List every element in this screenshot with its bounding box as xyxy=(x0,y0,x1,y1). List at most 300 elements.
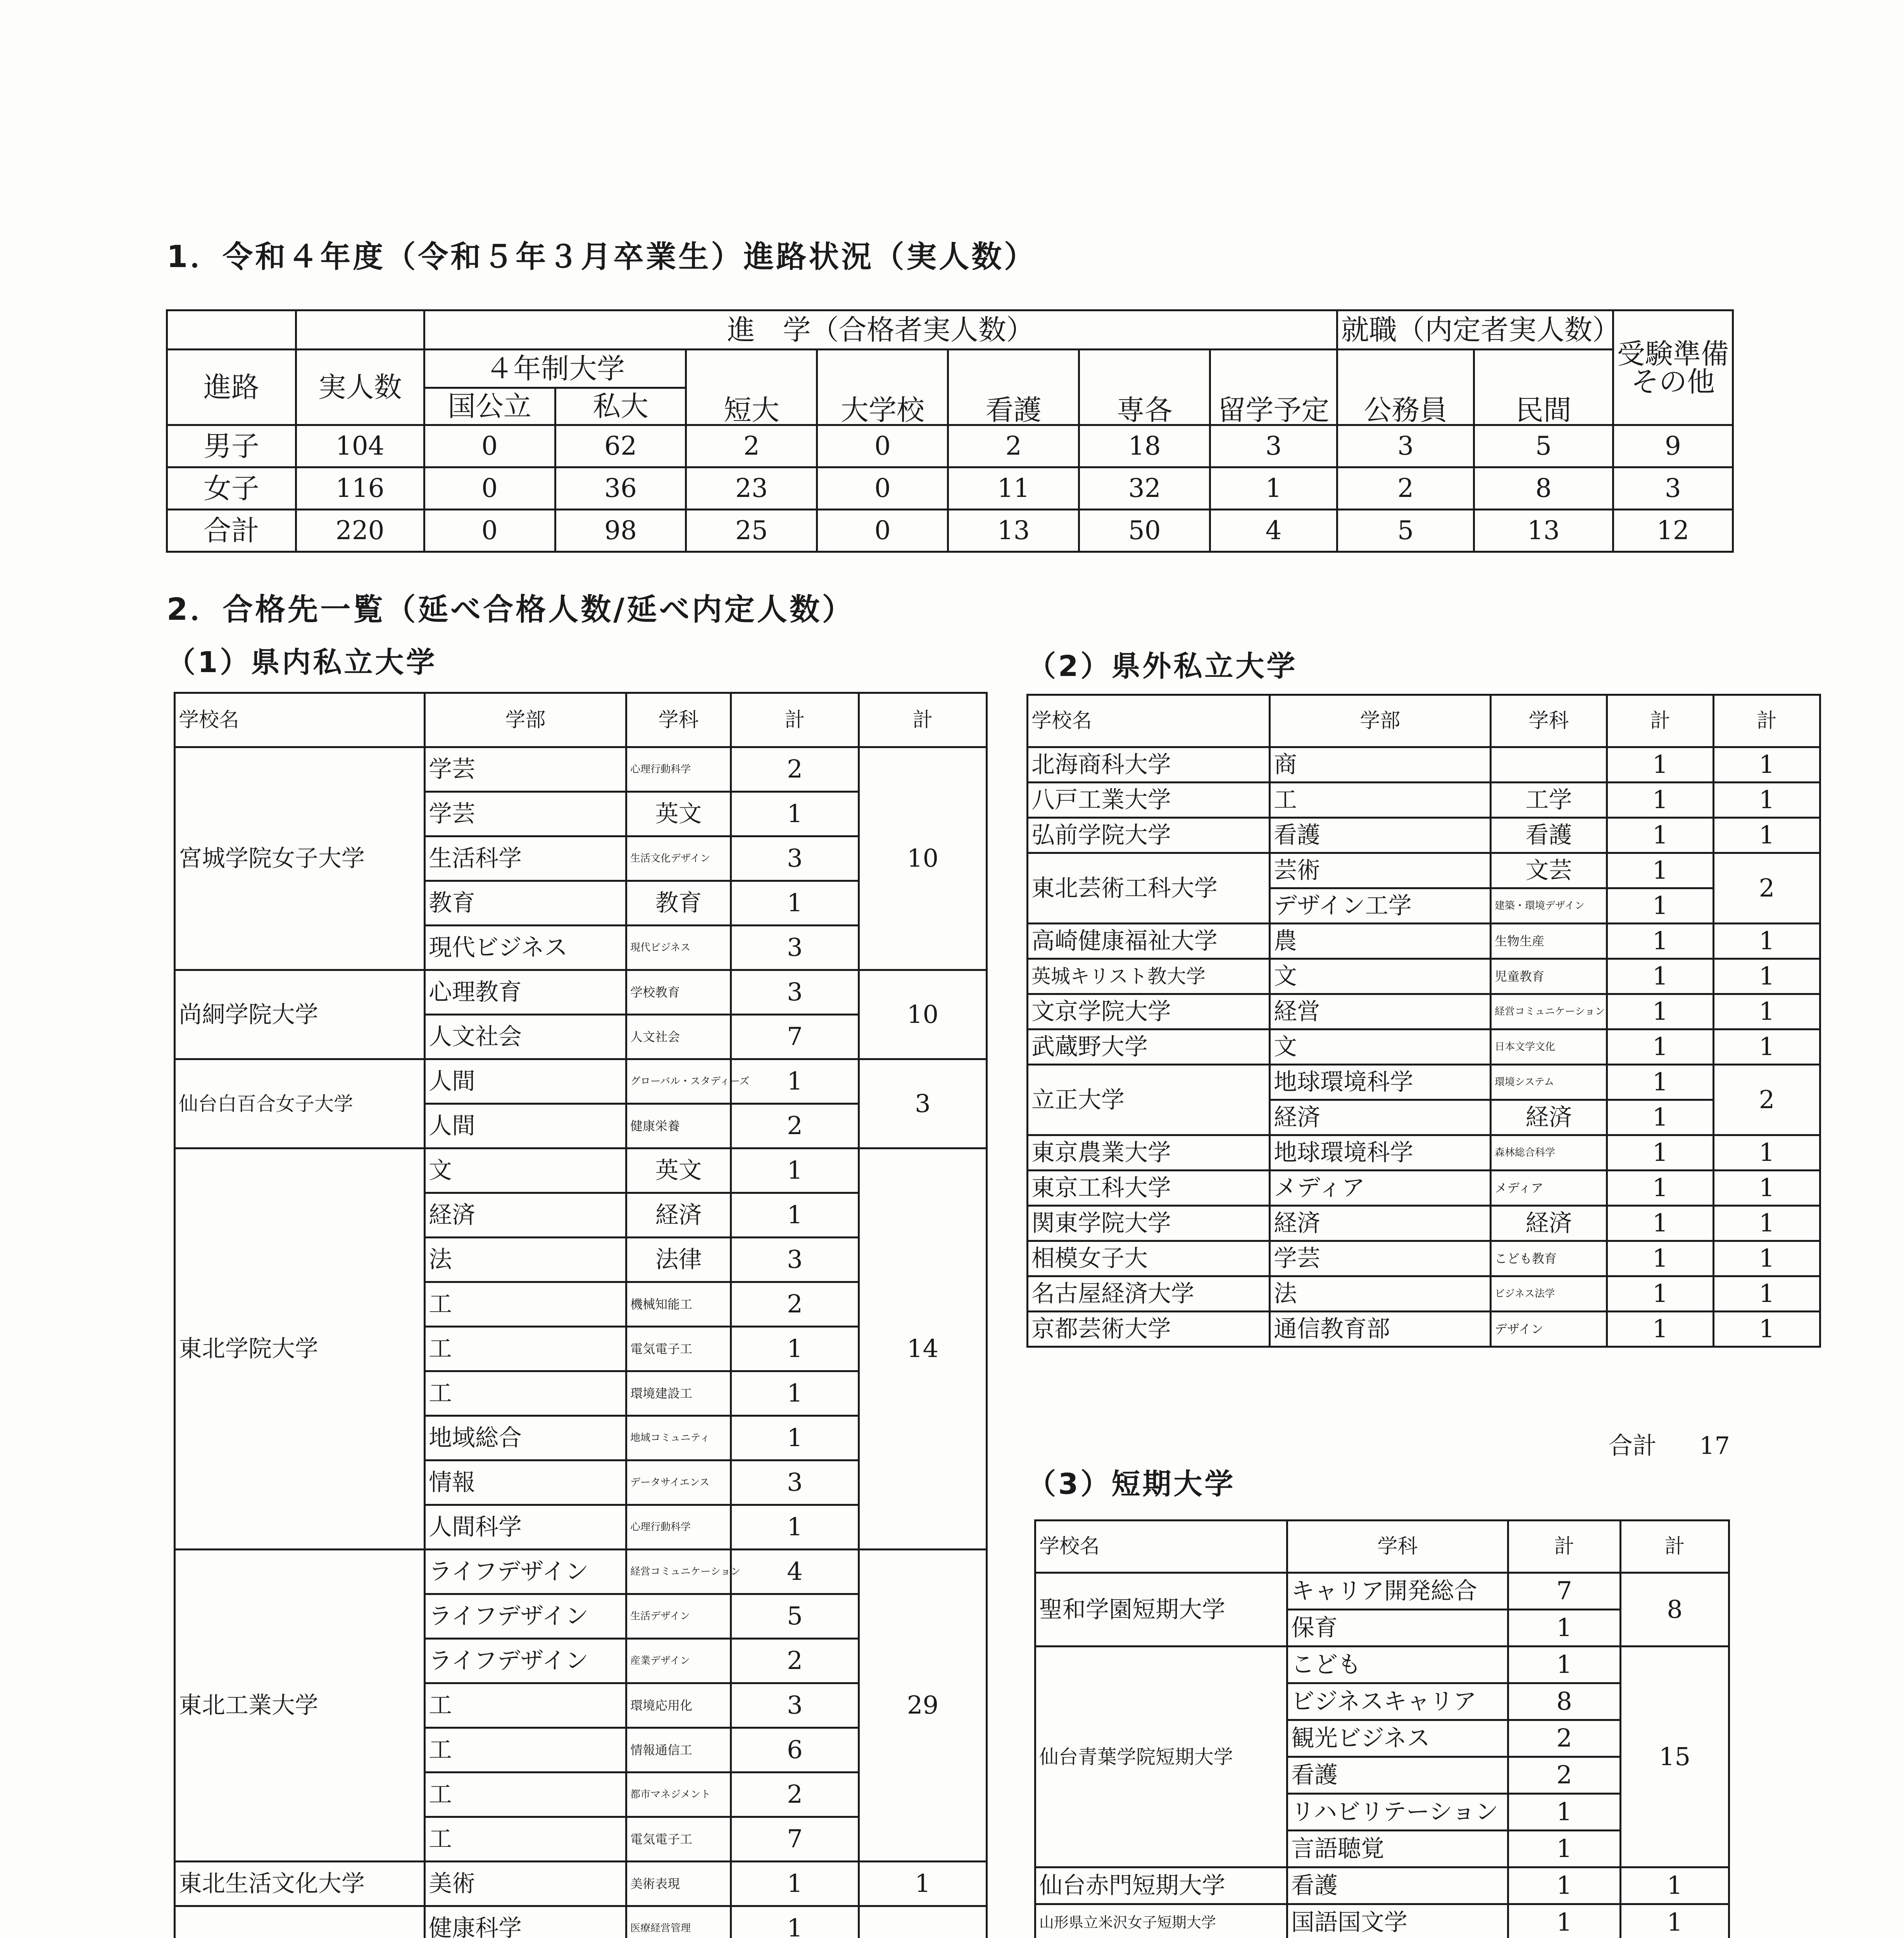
faculty: ライフデザイン xyxy=(425,1639,626,1683)
column-header: 計 xyxy=(1508,1521,1621,1573)
department: 英文 xyxy=(626,792,731,836)
department: 電気電子工 xyxy=(626,1817,731,1862)
school-name: 仙台赤門短期大学 xyxy=(1035,1867,1287,1904)
school-total: 15 xyxy=(1621,1647,1729,1867)
department: 教育 xyxy=(626,881,731,926)
count: 7 xyxy=(1508,1573,1621,1610)
count: 1 xyxy=(731,792,859,836)
school-total: 29 xyxy=(859,1550,987,1862)
department: 現代ビジネス xyxy=(626,926,731,970)
faculty: 経営 xyxy=(1270,994,1491,1029)
count: 1 xyxy=(731,1059,859,1104)
count: 1 xyxy=(1607,1171,1714,1206)
department: 経営コミュニケーション xyxy=(1491,994,1607,1029)
total-label: 合計 xyxy=(1609,1431,1657,1460)
department: こども xyxy=(1287,1647,1508,1683)
header-shinro: 進路 xyxy=(167,349,296,425)
school-total: 1 xyxy=(1714,1276,1820,1312)
count: 1 xyxy=(1607,783,1714,818)
faculty: 看護 xyxy=(1270,818,1491,853)
table-row xyxy=(1028,1241,1820,1276)
department: 生活デザイン xyxy=(626,1594,731,1639)
cell: 98 xyxy=(555,510,686,552)
header-col: 民間 xyxy=(1474,349,1613,425)
header-blank xyxy=(296,310,424,350)
department: 人文社会 xyxy=(626,1015,731,1059)
school-total: 1 xyxy=(1714,1135,1820,1171)
school-total: 1 xyxy=(1714,924,1820,959)
header-4nen: ４年制大学 xyxy=(424,349,686,388)
count: 1 xyxy=(1607,1206,1714,1241)
faculty: 人間 xyxy=(425,1104,626,1148)
school-name: 八戸工業大学 xyxy=(1028,783,1270,818)
faculty: 現代ビジネス xyxy=(425,926,626,970)
header-blank xyxy=(167,310,296,350)
school-total: 1 xyxy=(1714,783,1820,818)
cell: 5 xyxy=(1337,510,1474,552)
header-col: 私大 xyxy=(555,388,686,425)
faculty: 工 xyxy=(425,1728,626,1772)
header-col: 大学校 xyxy=(817,349,948,425)
faculty: 工 xyxy=(425,1772,626,1817)
count: 1 xyxy=(1508,1831,1621,1867)
faculty: 経済 xyxy=(1270,1100,1491,1135)
department: ビジネス法学 xyxy=(1491,1276,1607,1312)
header-shingaku: 進 学（合格者実人数） xyxy=(424,310,1337,350)
school-total: 1 xyxy=(1714,959,1820,994)
table-row xyxy=(1028,1171,1820,1206)
cell: 32 xyxy=(1079,467,1210,510)
cell: 0 xyxy=(424,425,555,467)
cell: 0 xyxy=(817,425,948,467)
count: 1 xyxy=(1508,1794,1621,1831)
column-header: 計 xyxy=(1714,695,1820,747)
faculty: ライフデザイン xyxy=(425,1594,626,1639)
column-header: 学校名 xyxy=(1035,1521,1287,1573)
school-name: 東京工科大学 xyxy=(1028,1171,1270,1206)
table-row xyxy=(175,1059,987,1104)
cell: 12 xyxy=(1613,510,1733,552)
count: 2 xyxy=(731,1639,859,1683)
cell: 0 xyxy=(424,467,555,510)
faculty: デザイン工学 xyxy=(1270,888,1491,924)
school-total: 1 xyxy=(1714,994,1820,1029)
table-row xyxy=(175,1550,987,1594)
count: 3 xyxy=(731,970,859,1015)
school-total: 1 xyxy=(1621,1904,1729,1938)
department: 情報通信工 xyxy=(626,1728,731,1772)
summary-row-total xyxy=(167,510,1733,552)
column-header: 学部 xyxy=(425,693,626,747)
school-name: 文京学院大学 xyxy=(1028,994,1270,1029)
school-total: 8 xyxy=(1621,1573,1729,1647)
count: 1 xyxy=(1607,1100,1714,1135)
department: デザイン xyxy=(1491,1312,1607,1347)
table-row xyxy=(1028,1206,1820,1241)
column-header: 計 xyxy=(1607,695,1714,747)
header-col: 公務員 xyxy=(1337,349,1474,425)
count: 1 xyxy=(1607,1065,1714,1100)
section2-title: 2．合格先一覧（延べ合格人数/延べ内定人数） xyxy=(167,592,855,627)
faculty: 学芸 xyxy=(1270,1241,1491,1276)
count: 1 xyxy=(731,1862,859,1906)
faculty: 学芸 xyxy=(425,747,626,792)
count: 8 xyxy=(1508,1683,1621,1720)
faculty: 学芸 xyxy=(425,792,626,836)
count: 1 xyxy=(731,1505,859,1550)
count: 1 xyxy=(1508,1647,1621,1683)
department: 心理行動科学 xyxy=(626,1505,731,1550)
faculty: 法 xyxy=(425,1238,626,1282)
department: 機械知能工 xyxy=(626,1282,731,1327)
department xyxy=(1491,747,1607,783)
department: 森林総合科学 xyxy=(1491,1135,1607,1171)
school-name: 武蔵野大学 xyxy=(1028,1029,1270,1065)
faculty: 美術 xyxy=(425,1862,626,1906)
cell: 36 xyxy=(555,467,686,510)
faculty: メディア xyxy=(1270,1171,1491,1206)
school-name: 聖和学園短期大学 xyxy=(1035,1573,1287,1647)
header-row xyxy=(1035,1521,1729,1573)
count: 1 xyxy=(1607,994,1714,1029)
school-name: 京都芸術大学 xyxy=(1028,1312,1270,1347)
school-name: 北海商科大学 xyxy=(1028,747,1270,783)
department: 工学 xyxy=(1491,783,1607,818)
school-total xyxy=(859,1906,987,1938)
s2-title: （2）県外私立大学 xyxy=(1027,650,1298,683)
department: 言語聴覚 xyxy=(1287,1831,1508,1867)
school-name: 名古屋経済大学 xyxy=(1028,1276,1270,1312)
count: 1 xyxy=(1508,1867,1621,1904)
department: 都市マネジメント xyxy=(626,1772,731,1817)
school-name: 仙台白百合女子大学 xyxy=(175,1059,425,1148)
school-total: 1 xyxy=(1621,1867,1729,1904)
cell: 116 xyxy=(296,467,424,510)
header-row xyxy=(175,693,987,747)
department: 健康栄養 xyxy=(626,1104,731,1148)
faculty: 経済 xyxy=(425,1193,626,1238)
header-juken: 受験準備 xyxy=(1617,337,1729,370)
department: 建築・環境デザイン xyxy=(1491,888,1607,924)
s3-title: （3）短期大学 xyxy=(1027,1467,1236,1501)
department: 観光ビジネス xyxy=(1287,1720,1508,1757)
count: 3 xyxy=(731,1238,859,1282)
count: 2 xyxy=(731,1772,859,1817)
department: 経営コミュニケーション xyxy=(626,1550,731,1594)
count: 3 xyxy=(731,926,859,970)
school-name: 高崎健康福祉大学 xyxy=(1028,924,1270,959)
s2-table xyxy=(1026,694,1821,1348)
cell: 3 xyxy=(1210,425,1337,467)
school-name: 弘前学院大学 xyxy=(1028,818,1270,853)
school-name: 立正大学 xyxy=(1028,1065,1270,1135)
count: 7 xyxy=(731,1817,859,1862)
department: こども教育 xyxy=(1491,1241,1607,1276)
header-row xyxy=(1028,695,1820,747)
school-name: 東京農業大学 xyxy=(1028,1135,1270,1171)
cell: 25 xyxy=(686,510,817,552)
faculty: 情報 xyxy=(425,1460,626,1505)
header-sonota: その他 xyxy=(1631,365,1715,398)
count: 3 xyxy=(731,1460,859,1505)
cell: 9 xyxy=(1613,425,1733,467)
department: メディア xyxy=(1491,1171,1607,1206)
school-name: 東北工業大学 xyxy=(175,1550,425,1862)
count: 1 xyxy=(731,881,859,926)
count: 3 xyxy=(731,836,859,881)
school-name: 尚絅学院大学 xyxy=(175,970,425,1059)
cell: 2 xyxy=(1337,467,1474,510)
department: 生物生産 xyxy=(1491,924,1607,959)
count: 1 xyxy=(1607,853,1714,888)
faculty: 文 xyxy=(1270,959,1491,994)
table-row xyxy=(1028,1276,1820,1312)
table-row xyxy=(1035,1867,1729,1904)
school-total: 1 xyxy=(1714,1171,1820,1206)
faculty: 地域総合 xyxy=(425,1416,626,1460)
school-total: 2 xyxy=(1714,1065,1820,1135)
header-col: 留学予定 xyxy=(1210,349,1337,425)
school-name: 東北芸術工科大学 xyxy=(1028,853,1270,924)
department: 地域コミュニティ xyxy=(626,1416,731,1460)
department: 英文 xyxy=(626,1148,731,1193)
column-header: 計 xyxy=(1621,1521,1729,1573)
table-row xyxy=(1028,747,1820,783)
department: 環境システム xyxy=(1491,1065,1607,1100)
school-total: 1 xyxy=(1714,1029,1820,1065)
cell: 104 xyxy=(296,425,424,467)
cell: 23 xyxy=(686,467,817,510)
column-header: 計 xyxy=(859,693,987,747)
department: 保育 xyxy=(1287,1610,1508,1647)
department: データサイエンス xyxy=(626,1460,731,1505)
school-total: 14 xyxy=(859,1148,987,1550)
faculty: 工 xyxy=(1270,783,1491,818)
department: 法律 xyxy=(626,1238,731,1282)
row-label: 女子 xyxy=(167,467,296,510)
column-header: 学科 xyxy=(626,693,731,747)
row-label: 男子 xyxy=(167,425,296,467)
faculty: 人文社会 xyxy=(425,1015,626,1059)
faculty: 芸術 xyxy=(1270,853,1491,888)
table-row xyxy=(1028,1029,1820,1065)
section1-title: 1．令和４年度（令和５年３月卒業生）進路状況（実人数） xyxy=(167,240,1037,274)
table-row xyxy=(175,970,987,1015)
row-label: 合計 xyxy=(167,510,296,552)
school-name: 宮城学院女子大学 xyxy=(175,747,425,970)
s1-title: （1）県内私立大学 xyxy=(167,646,437,679)
school-name: 関東学院大学 xyxy=(1028,1206,1270,1241)
cell: 220 xyxy=(296,510,424,552)
count: 1 xyxy=(731,1416,859,1460)
summary-row-female xyxy=(167,467,1733,510)
school-name: 相模女子大 xyxy=(1028,1241,1270,1276)
cell: 3 xyxy=(1613,467,1733,510)
faculty: 工 xyxy=(425,1327,626,1371)
cell: 0 xyxy=(424,510,555,552)
cell: 8 xyxy=(1474,467,1613,510)
count: 2 xyxy=(731,1104,859,1148)
school-name: 山形県立米沢女子短期大学 xyxy=(1035,1904,1287,1938)
department: 心理行動科学 xyxy=(626,747,731,792)
column-header: 学科 xyxy=(1287,1521,1508,1573)
cell: 3 xyxy=(1337,425,1474,467)
count: 1 xyxy=(731,1193,859,1238)
department: グローバル・スタディーズ xyxy=(626,1059,731,1104)
school-total: 1 xyxy=(1714,1206,1820,1241)
faculty: 工 xyxy=(425,1683,626,1728)
cell: 0 xyxy=(817,510,948,552)
school-name: 東北学院大学 xyxy=(175,1148,425,1550)
header-shushoku: 就職（内定者実人数） xyxy=(1337,310,1613,350)
header-col: 国公立 xyxy=(424,388,555,425)
header-col: 短大 xyxy=(686,349,817,425)
school-name xyxy=(175,1906,425,1938)
faculty: 地球環境科学 xyxy=(1270,1135,1491,1171)
s1-table xyxy=(174,692,988,1938)
count: 1 xyxy=(1607,1241,1714,1276)
column-header: 計 xyxy=(731,693,859,747)
department: 経済 xyxy=(1491,1206,1607,1241)
table-row xyxy=(175,1148,987,1193)
school-total: 3 xyxy=(859,1059,987,1148)
faculty: 経済 xyxy=(1270,1206,1491,1241)
department: 医療経営管理 xyxy=(626,1906,731,1938)
faculty: 教育 xyxy=(425,881,626,926)
count: 2 xyxy=(731,747,859,792)
table-row xyxy=(1028,783,1820,818)
count: 1 xyxy=(1508,1610,1621,1647)
school-total: 2 xyxy=(1714,853,1820,924)
school-total: 1 xyxy=(1714,1241,1820,1276)
department: 電気電子工 xyxy=(626,1327,731,1371)
count: 1 xyxy=(1607,1135,1714,1171)
count: 1 xyxy=(1607,818,1714,853)
department: 経済 xyxy=(1491,1100,1607,1135)
cell: 5 xyxy=(1474,425,1613,467)
faculty: 農 xyxy=(1270,924,1491,959)
school-total: 10 xyxy=(859,970,987,1059)
faculty: 工 xyxy=(425,1371,626,1416)
count: 5 xyxy=(731,1594,859,1639)
school-name: 東北生活文化大学 xyxy=(175,1862,425,1906)
faculty: 生活科学 xyxy=(425,836,626,881)
cell: 1 xyxy=(1210,467,1337,510)
cell: 2 xyxy=(948,425,1079,467)
department: 環境応用化 xyxy=(626,1683,731,1728)
department: 美術表現 xyxy=(626,1862,731,1906)
table-row xyxy=(1035,1573,1729,1610)
school-total: 1 xyxy=(1714,747,1820,783)
department: 看護 xyxy=(1287,1757,1508,1794)
school-total: 1 xyxy=(1714,1312,1820,1347)
table-row xyxy=(1035,1647,1729,1683)
count: 1 xyxy=(1607,1276,1714,1312)
table-row xyxy=(175,1906,987,1938)
school-total: 10 xyxy=(859,747,987,970)
cell: 13 xyxy=(1474,510,1613,552)
department: キャリア開発総合 xyxy=(1287,1573,1508,1610)
department: 児童教育 xyxy=(1491,959,1607,994)
table-row xyxy=(1028,1135,1820,1171)
table-row xyxy=(1028,853,1820,888)
faculty: 人間 xyxy=(425,1059,626,1104)
faculty: ライフデザイン xyxy=(425,1550,626,1594)
count: 4 xyxy=(731,1550,859,1594)
faculty: 人間科学 xyxy=(425,1505,626,1550)
cell: 13 xyxy=(948,510,1079,552)
table-row xyxy=(1028,818,1820,853)
school-name: 英城キリスト教大学 xyxy=(1028,959,1270,994)
department: リハビリテーション xyxy=(1287,1794,1508,1831)
cell: 11 xyxy=(948,467,1079,510)
faculty: 文 xyxy=(1270,1029,1491,1065)
column-header: 学校名 xyxy=(1028,695,1270,747)
count: 1 xyxy=(731,1327,859,1371)
school-total: 1 xyxy=(859,1862,987,1906)
count: 2 xyxy=(1508,1720,1621,1757)
department: 看護 xyxy=(1287,1867,1508,1904)
count: 1 xyxy=(1607,747,1714,783)
cell: 4 xyxy=(1210,510,1337,552)
cell: 0 xyxy=(817,467,948,510)
count: 1 xyxy=(1607,959,1714,994)
count: 1 xyxy=(731,1371,859,1416)
count: 6 xyxy=(731,1728,859,1772)
count: 1 xyxy=(731,1906,859,1938)
s2-total xyxy=(1609,1426,1730,1461)
cell: 50 xyxy=(1079,510,1210,552)
count: 1 xyxy=(1607,888,1714,924)
header-juken-sonota xyxy=(1613,310,1733,425)
table-row xyxy=(175,747,987,792)
department: 産業デザイン xyxy=(626,1639,731,1683)
s3-table xyxy=(1034,1519,1730,1938)
count: 3 xyxy=(731,1683,859,1728)
table-row xyxy=(1028,959,1820,994)
count: 1 xyxy=(731,1148,859,1193)
department: 環境建設工 xyxy=(626,1371,731,1416)
faculty: 健康科学 xyxy=(425,1906,626,1938)
department: 経済 xyxy=(626,1193,731,1238)
department: 日本文学文化 xyxy=(1491,1029,1607,1065)
faculty: 商 xyxy=(1270,747,1491,783)
school-name: 仙台青葉学院短期大学 xyxy=(1035,1647,1287,1867)
count: 1 xyxy=(1508,1904,1621,1938)
faculty: 工 xyxy=(425,1817,626,1862)
cell: 62 xyxy=(555,425,686,467)
count: 7 xyxy=(731,1015,859,1059)
faculty: 心理教育 xyxy=(425,970,626,1015)
cell: 2 xyxy=(686,425,817,467)
faculty: 文 xyxy=(425,1148,626,1193)
cell: 18 xyxy=(1079,425,1210,467)
department: 看護 xyxy=(1491,818,1607,853)
table-row xyxy=(1035,1904,1729,1938)
summary-table xyxy=(166,309,1734,553)
table-row xyxy=(1028,1065,1820,1100)
department: 国語国文学 xyxy=(1287,1904,1508,1938)
count: 1 xyxy=(1607,924,1714,959)
header-jitsu: 実人数 xyxy=(296,349,424,425)
table-row xyxy=(175,1862,987,1906)
column-header: 学校名 xyxy=(175,693,425,747)
table-row xyxy=(1028,924,1820,959)
summary-row-male xyxy=(167,425,1733,467)
department: 文芸 xyxy=(1491,853,1607,888)
department: ビジネスキャリア xyxy=(1287,1683,1508,1720)
count: 1 xyxy=(1607,1312,1714,1347)
